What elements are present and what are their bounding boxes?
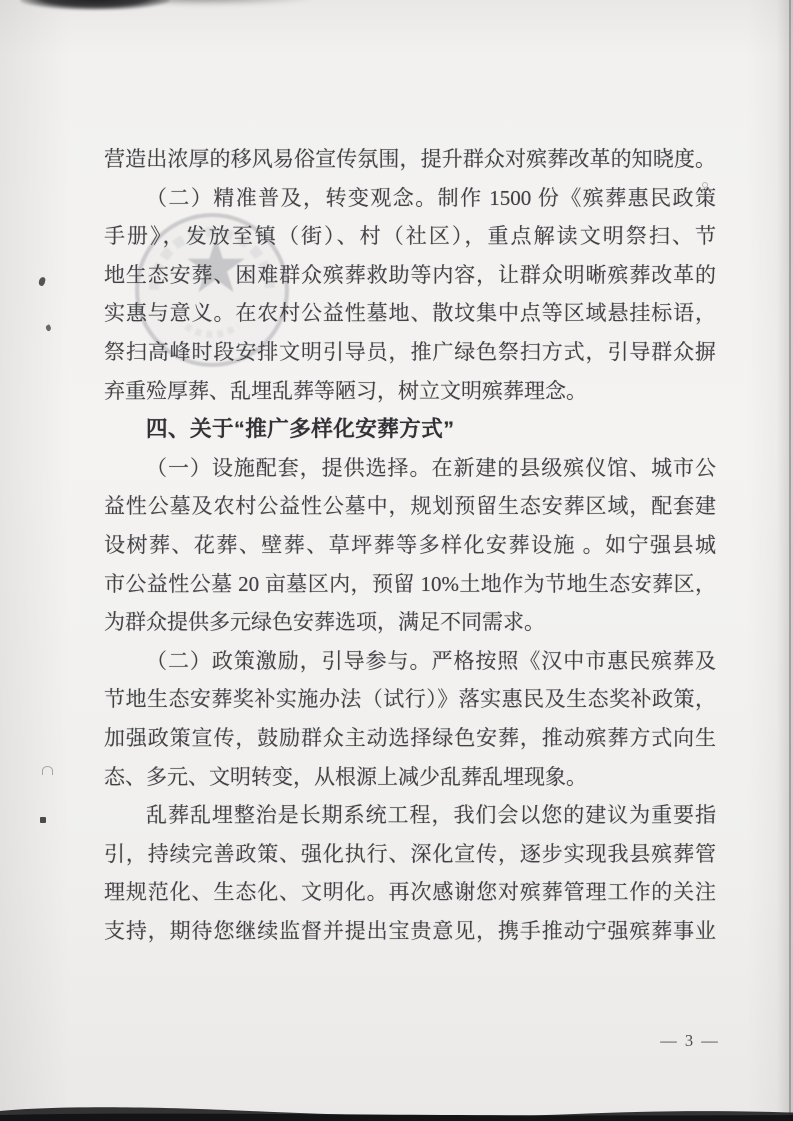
text-line: 理规范化、生态化、文明化。再次感谢您对殡葬管理工作的关注 bbox=[104, 880, 716, 905]
text-line: （二）精准普及，转变观念。制作 1500 份《殡葬惠民政策 bbox=[146, 185, 716, 210]
text-line: 加强政策宣传，鼓励群众主动选择绿色安葬，推动殡葬方式向生 bbox=[104, 725, 716, 750]
scan-vignette-left bbox=[0, 0, 70, 1121]
text-line: 祭扫高峰时段安排文明引导员，推广绿色祭扫方式，引导群众摒 bbox=[104, 339, 716, 364]
text-line: 弃重殓厚葬、乱埋乱葬等陋习，树立文明殡葬理念。 bbox=[104, 378, 587, 403]
section-heading: 四、关于“推广多样化安葬方式” bbox=[146, 417, 455, 442]
scan-speck bbox=[702, 182, 708, 188]
text-line: 营造出浓厚的移风易俗宣传氛围，提升群众对殡葬改革的知晓度。 bbox=[104, 147, 716, 171]
document-body bbox=[104, 140, 716, 950]
text-line: 为群众提供多元绿色安葬选项，满足不同需求。 bbox=[104, 610, 545, 635]
text-line: （一）设施配套，提供选择。在新建的县级殡仪馆、城市公 bbox=[146, 455, 716, 480]
text-line: 市公益性公墓 20 亩墓区内，预留 10%土地作为节地生态安葬区， bbox=[104, 571, 716, 596]
text-line: （二）政策激励，引导参与。严格按照《汉中市惠民殡葬及 bbox=[146, 648, 716, 673]
text-line: 地生态安葬、困难群众殡葬救助等内容，让群众明晰殡葬改革的 bbox=[104, 262, 716, 287]
scan-artifact-top-smear bbox=[150, 0, 320, 6]
scan-vignette-right bbox=[747, 0, 793, 1121]
text-line: 引，持续完善政策、强化执行、深化宣传，逐步实现我县殡葬管 bbox=[104, 841, 716, 866]
text-line: 手册》，发放至镇（街）、村（社区），重点解读文明祭扫、节 bbox=[104, 224, 716, 249]
text-line: 节地生态安葬奖补实施办法（试行）》落实惠民及生态奖补政策， bbox=[104, 687, 716, 712]
page-number: — 3 — bbox=[660, 1031, 720, 1050]
text-line: 益性公墓及农村公益性公墓中，规划预留生态安葬区域，配套建 bbox=[104, 494, 716, 519]
text-line: 态、多元、文明转变，从根源上减少乱葬乱埋现象。 bbox=[104, 764, 587, 789]
margin-mark bbox=[42, 766, 53, 775]
margin-mark bbox=[40, 817, 46, 823]
text-line: 实惠与意义。在农村公益性墓地、散坟集中点等区域悬挂标语， bbox=[104, 301, 716, 326]
text-line: 设树葬、花葬、壁葬、草坪葬等多样化安葬设施 。如宁强县城 bbox=[104, 532, 716, 557]
text-line: 乱葬乱埋整治是长期系统工程，我们会以您的建议为重要指 bbox=[146, 803, 716, 828]
text-line: 支持，期待您继续监督并提出宝贵意见，携手推动宁强殡葬事业 bbox=[104, 918, 716, 943]
scan-artifact-bottom bbox=[0, 1103, 793, 1121]
page-edge-right bbox=[789, 0, 791, 1121]
